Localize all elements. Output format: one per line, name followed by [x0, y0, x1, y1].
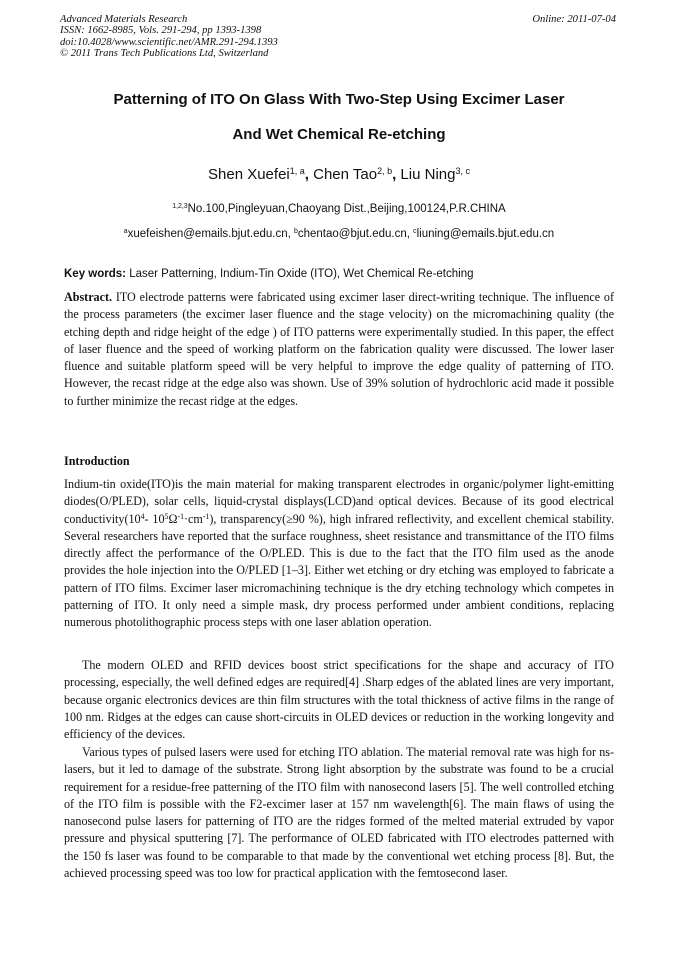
author-emails: [30, 228, 648, 240]
author-name: Chen Tao: [313, 166, 378, 183]
email-link[interactable]: liuning@emails.bjut.edu.cn: [416, 228, 555, 240]
author-separator: ,: [304, 166, 314, 183]
intro-paragraph-2: The modern OLED and RFID devices boost strict specifications for the shape and accuracy of ITO processing, especially, the well defined edges are required[4] .Sharp edges of the ablated lines are very important, because organic electronics devices are thin film structures with the total thickness of active films in the range of 100 nm. Ridges at the edges can cause short-circuits in OLED devices or reduction in the working longevity and efficiency of the devices.: [64, 658, 614, 742]
keywords: [64, 268, 616, 280]
affiliation-address: No.100,Pingleyuan,Chaoyang Dist.,Beijing,100124,P.R.CHINA: [187, 203, 506, 215]
section-heading-introduction: Introduction: [64, 454, 130, 468]
email-separator: ,: [406, 228, 414, 240]
author-name: Liu Ning: [400, 166, 456, 183]
journal-name: Advanced Materials Research: [60, 14, 188, 25]
email-separator: ,: [287, 228, 295, 240]
author-separator: ,: [392, 166, 401, 183]
email-link[interactable]: chentao@bjut.edu.cn: [297, 228, 407, 240]
email-marker: c: [413, 228, 417, 236]
keywords-text: Laser Patterning, Indium-Tin Oxide (ITO), Wet Chemical Re-etching: [129, 268, 474, 280]
abstract-label: Abstract.: [64, 290, 113, 304]
online-date: Online: 2011-07-04: [532, 14, 616, 25]
paragraph-text: ), transparency(≥90 %), high infrared reflectivity, and excellent chemical stability. Several researchers have reported that the surface roughness, sheet resistance and transmittance of the ITO films directly affect the performance of the O/PLED. This is due to the fact that the ITO film used as the anode provides the hole injection into the O/PLED [1–3]. Either wet etching or dry etching was employed to fabricate a pattern of ITO films. Excimer laser micromachining technique is the dry etching technology which competes in patterning of ITO. It only need a simple mask, dry process performed under ambient conditions, replacing numerous photolithographic process steps with one laser ablation operation.: [64, 511, 614, 630]
author-name: Shen Xuefei: [208, 166, 290, 183]
affiliation: [40, 203, 638, 215]
intro-paragraph-1: [64, 476, 614, 632]
paper-title-line-1: Patterning of ITO On Glass With Two-Step Using Excimer Laser: [113, 91, 565, 108]
exponent: -1: [177, 511, 185, 521]
journal-copyright: © 2011 Trans Tech Publications Ltd, Switzerland: [60, 48, 269, 60]
paragraph-text: - 10: [144, 511, 165, 526]
paper-title-line-2: And Wet Chemical Re-etching: [232, 126, 446, 143]
author-list: [40, 166, 638, 183]
exponent: 5: [164, 511, 169, 521]
journal-header: [60, 14, 616, 60]
paragraph-text: Indium-tin oxide(ITO)is the main material for making transparent electrodes in organic/polymer light-emitting diodes(O/PLED), solar cells, liquid-crystal displays(LCD)and optical devices. Because of its good electrical conductivity(10: [64, 477, 614, 526]
email-link[interactable]: xuefeishen@emails.bjut.edu.cn: [127, 228, 288, 240]
email-marker: b: [294, 228, 298, 236]
journal-doi: doi:10.4028/www.scientific.net/AMR.291-294.1393: [60, 36, 278, 48]
keywords-label: Key words:: [64, 268, 126, 280]
author-marker: 2, b: [377, 166, 393, 177]
intro-paragraph-3: Various types of pulsed lasers were used for etching ITO ablation. The material removal rate was high for ns-lasers, but it led to damage of the substrate. Strong light absorption by the substrate was found to be a crucial requirement for a residue-free patterning of the ITO film with nanosecond lasers [5]. The well controlled etching of the ITO film is possible with the F2-excimer laser at 157 nm wavelength[6]. The main flaws of using the nanosecond pulse lasers for patterning of ITO are the ridges formed of the melted material extruded by vapor pressure and physical sputtering [7]. The performance of OLED fabricated with ITO electrodes patterned with the 150 fs laser was found to be comparable to that made by the conventional wet etching process [8]. But, the achieved processing speed was too low for practical application with the femtosecond laser.: [64, 745, 614, 881]
journal-issn: ISSN: 1662-8985, Vols. 291-294, pp 1393-1398: [60, 25, 262, 37]
author-marker: 1, a: [289, 166, 305, 177]
paragraph-text: ·cm: [184, 511, 203, 526]
abstract-text: ITO electrode patterns were fabricated using excimer laser direct-writing technique. The influence of the process parameters (the excimer laser fluence and the stage velocity) on the micromachining quality (the etching depth and ridge height of the edge ) of ITO patterns were experimentally studied. In this paper, the effect of laser fluence and the speed of working platform on the fabrication quality were discussed. The lower laser fluence and suitable platform speed will be very helpful to improve the edge quality of patterning of ITO. However, the recast ridge at the edge also was shown. Use of 39% solution of hydrochloric acid made it possible to further minimize the recast ridge at the edges.: [64, 290, 614, 408]
paragraph-text: Ω: [168, 511, 178, 526]
author-marker: 3, c: [455, 166, 470, 177]
email-marker: a: [123, 228, 128, 236]
exponent: 4: [140, 511, 145, 521]
affiliation-marker: 1,2,3: [172, 203, 188, 211]
exponent: -1: [202, 511, 210, 521]
abstract: [64, 289, 614, 410]
